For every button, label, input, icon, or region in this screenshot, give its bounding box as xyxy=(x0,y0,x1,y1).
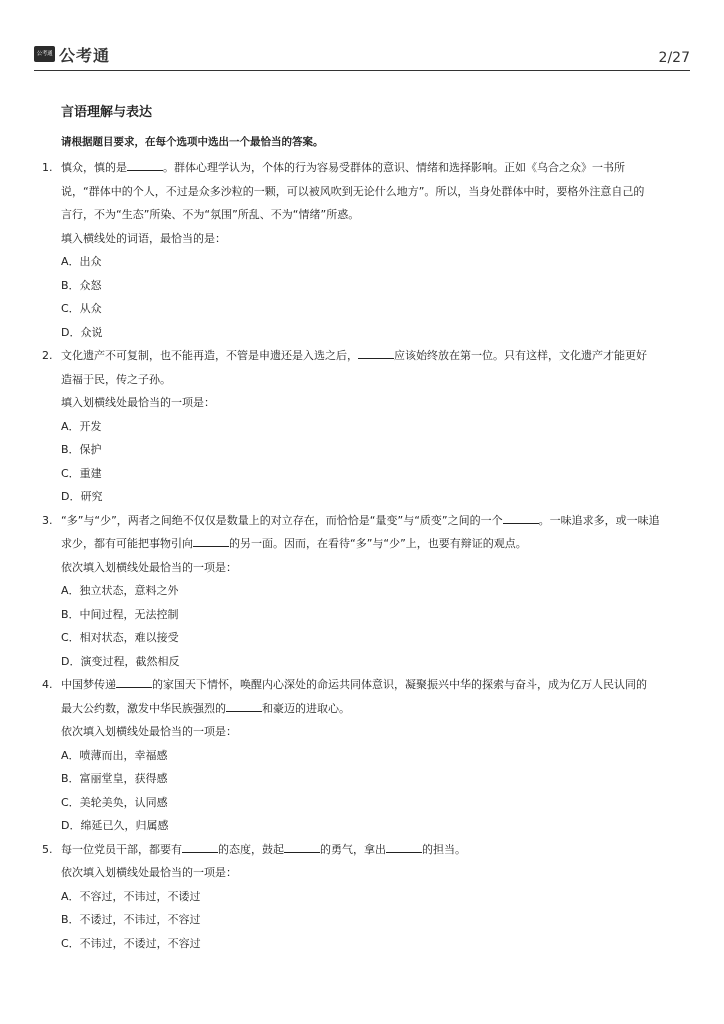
fill-blank xyxy=(226,697,262,712)
question-text: 。一味追求多，或一味追 xyxy=(538,513,660,527)
question-prompt: 填入横线处的词语，最恰当的是： xyxy=(61,231,226,245)
option-c: C．从众 xyxy=(61,302,102,315)
question-text-line xyxy=(61,532,692,556)
question-text: 求少，都有可能把事物引向 xyxy=(61,537,193,550)
logo-badge: 公考通 xyxy=(34,46,55,62)
section-title: 言语理解与表达 xyxy=(61,105,153,120)
option-b: B．富丽堂皇，获得感 xyxy=(61,772,168,785)
question-prompt: 依次填入划横线处最恰当的一项是： xyxy=(61,866,237,879)
option-b: B．众怒 xyxy=(61,278,102,292)
question-number: 2. xyxy=(42,349,53,362)
fill-blank xyxy=(503,509,539,524)
option-d: D．众说 xyxy=(61,325,103,339)
question-number: 1. xyxy=(42,161,53,174)
question-number: 4. xyxy=(42,678,53,691)
fill-blank xyxy=(284,838,320,853)
question-text: 的态度，鼓起 xyxy=(218,842,284,856)
question-text: “多”与“少”，两者之间绝不仅仅是数量上的对立存在，而恰恰是“量变”与“质变”之间的一个 xyxy=(61,513,503,527)
question-text: 的家国天下情怀，唤醒内心深处的命运共同体意识，凝聚振兴中华的探索与奋斗，成为亿万人民认同的 xyxy=(152,678,647,691)
question-4 xyxy=(42,673,692,838)
question-text-line xyxy=(61,697,692,721)
question-text: 的勇气，拿出 xyxy=(320,842,386,856)
option-c: C．相对状态，难以接受 xyxy=(61,631,179,644)
option-a: A．喷薄而出，幸福感 xyxy=(61,748,168,762)
question-text: 最大公约数，激发中华民族强烈的 xyxy=(61,701,226,715)
question-2 xyxy=(42,344,692,509)
fill-blank xyxy=(116,673,152,688)
option-a: A．开发 xyxy=(61,419,102,433)
question-text: 每一位党员干部，都要有 xyxy=(61,842,182,856)
question-prompt: 依次填入划横线处最恰当的一项是： xyxy=(61,560,237,574)
option-d: D．演变过程，截然相反 xyxy=(61,654,180,668)
question-text-line: 造福于民，传之子孙。 xyxy=(61,372,171,386)
question-prompt: 依次填入划横线处最恰当的一项是： xyxy=(61,725,237,738)
fill-blank xyxy=(386,838,422,853)
fill-blank xyxy=(193,532,229,547)
option-b: B．不诿过，不讳过，不容过 xyxy=(61,913,201,926)
option-c: C．不讳过，不诿过，不容过 xyxy=(61,936,201,950)
question-prompt: 填入划横线处最恰当的一项是： xyxy=(61,396,215,409)
option-c: C．美轮美奂，认同感 xyxy=(61,795,168,809)
question-text-line: 说，“群体中的个人，不过是众多沙粒的一颗，可以被风吹到无论什么地方”。所以，当身处群体中时，要格外注意自己的 xyxy=(61,184,645,198)
question-text-line xyxy=(61,509,692,533)
option-b: B．中间过程，无法控制 xyxy=(61,607,179,621)
page-header xyxy=(34,40,690,71)
option-b: B．保护 xyxy=(61,443,102,456)
document-body xyxy=(42,102,692,955)
question-text: 中国梦传递 xyxy=(61,678,116,691)
question-text-line: 言行，不为“生态”所染、不为“氛围”所乱、不为“情绪”所惑。 xyxy=(61,208,360,221)
question-text: 和豪迈的进取心。 xyxy=(262,701,350,715)
option-a: A．独立状态，意料之外 xyxy=(61,584,179,597)
option-a: A．出众 xyxy=(61,255,102,268)
question-text-line xyxy=(61,344,692,368)
question-5 xyxy=(42,838,692,956)
question-text-line xyxy=(61,673,692,697)
question-text-line xyxy=(61,838,692,862)
option-d: D．研究 xyxy=(61,490,103,503)
question-text: 的担当。 xyxy=(422,842,466,856)
question-3 xyxy=(42,509,692,674)
option-a: A．不容过，不讳过，不诿过 xyxy=(61,889,201,903)
question-text: 应该始终放在第一位。只有这样，文化遗产才能更好 xyxy=(394,349,647,362)
question-text: 的另一面。因而，在看待“多”与“少”上，也要有辩证的观点。 xyxy=(229,537,527,550)
fill-blank xyxy=(358,344,394,359)
question-1 xyxy=(42,156,692,344)
question-number: 3. xyxy=(42,513,53,527)
question-text: 。群体心理学认为，个体的行为容易受群体的意识、情绪和选择影响。正如《乌合之众》一书所 xyxy=(163,161,625,174)
fill-blank xyxy=(182,838,218,853)
question-text: 慎众，慎的是 xyxy=(61,161,127,174)
section-instruction: 请根据题目要求，在每个选项中选出一个最恰当的答案。 xyxy=(61,136,324,148)
option-d: D．绵延已久，归属感 xyxy=(61,819,169,832)
fill-blank xyxy=(127,156,163,171)
option-c: C．重建 xyxy=(61,466,102,480)
question-text-line xyxy=(61,156,692,180)
question-text: 文化遗产不可复制，也不能再造，不管是申遗还是入选之后， xyxy=(61,349,358,362)
question-number: 5. xyxy=(42,842,53,856)
page-number: 2/27 xyxy=(658,50,690,66)
logo-text: 公考通 xyxy=(59,46,111,65)
